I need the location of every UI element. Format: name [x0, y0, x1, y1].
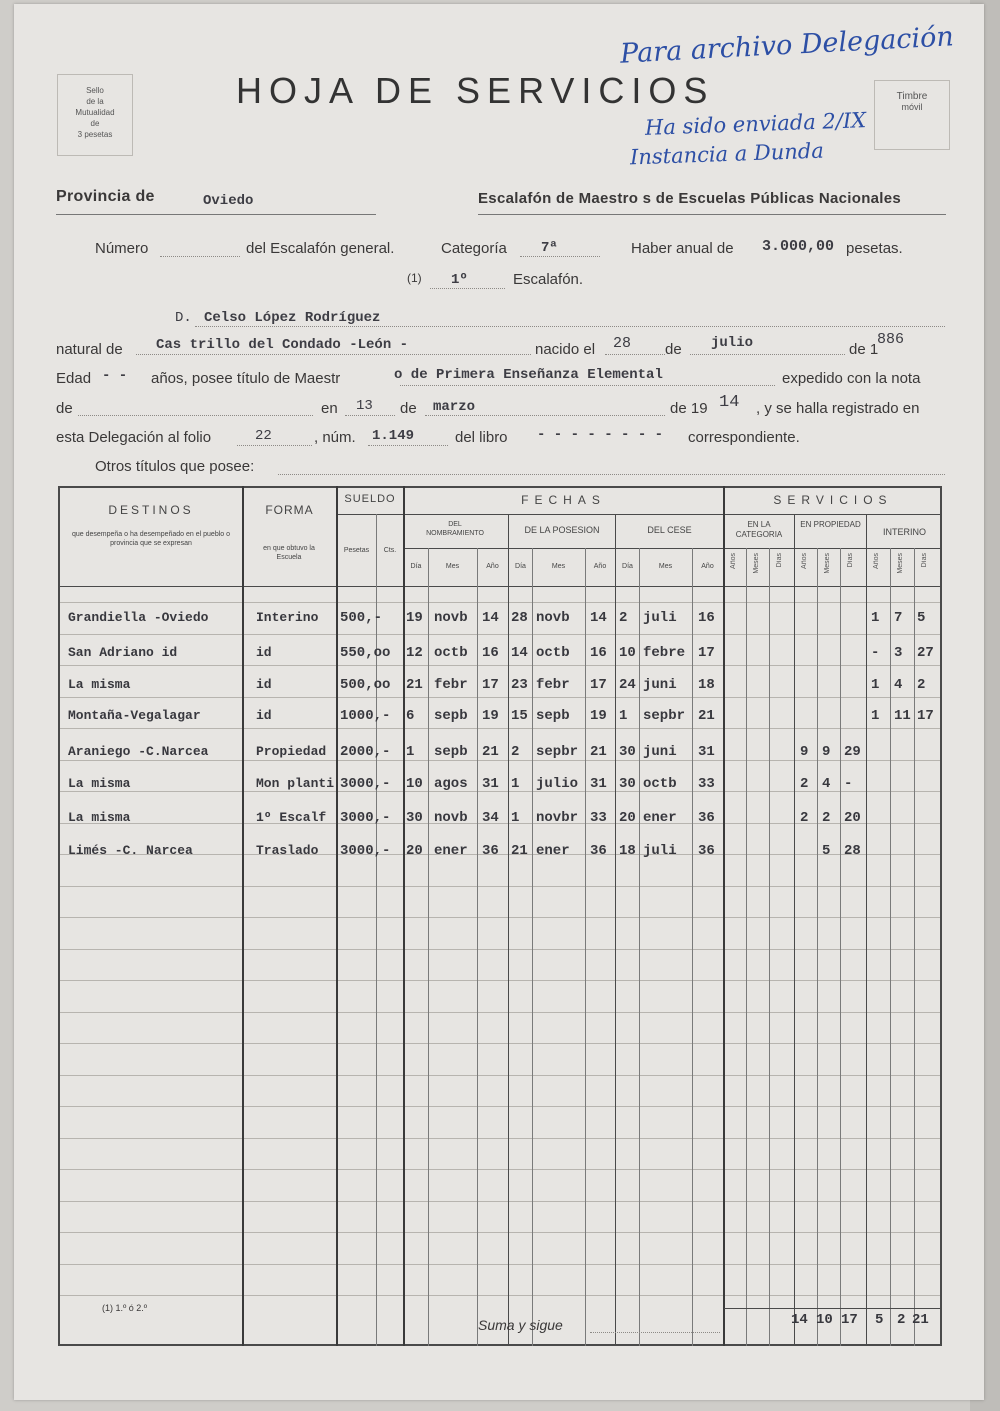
nacido-label: nacido el	[535, 341, 596, 358]
destino-cell: La misma	[68, 776, 131, 791]
forma-cell: Propiedad	[256, 744, 327, 759]
nombramiento-mes-cell: agos	[434, 776, 468, 792]
cese-anio-cell: 31	[698, 744, 715, 760]
col-line	[428, 548, 429, 1346]
nacido-dia: 28	[613, 335, 632, 352]
sueldo-cell: 2000,-	[340, 744, 391, 760]
posesion-dia-cell: 1	[511, 810, 520, 826]
col-line	[615, 514, 616, 1346]
posesion-mes-cell: julio	[536, 776, 579, 792]
edad-value: - -	[102, 368, 128, 384]
destinos-header: DESTINOS	[108, 503, 194, 517]
escalafon-label: Escalafón.	[513, 271, 584, 288]
stamp-text: de la	[86, 97, 104, 106]
num-rule	[368, 445, 448, 446]
sueldo-cell: 500,-	[340, 610, 383, 626]
interino-anios-cell: -	[871, 645, 880, 661]
nombre-value: Celso López Rodríguez	[204, 310, 381, 326]
suma-cat-anios: 14	[791, 1312, 808, 1328]
suma-pro-anios: 5	[875, 1312, 884, 1328]
de2-label: de	[56, 400, 73, 417]
posesion-dia-cell: 15	[511, 708, 528, 724]
haber-label: Haber anual de	[631, 240, 734, 257]
row-line	[60, 917, 940, 918]
nombramiento-anio-cell: 19	[482, 708, 499, 724]
row-line	[60, 1169, 940, 1170]
sueldo-cell: 3000,-	[340, 776, 391, 792]
num-value: 1.149	[372, 428, 415, 444]
col-line	[336, 486, 338, 1346]
posesion-mes-cell: novb	[536, 610, 570, 626]
posesion-mes-cell: novbr	[536, 810, 579, 826]
col-line	[692, 548, 693, 1346]
posesion-anio-cell: 16	[590, 645, 607, 661]
cese-header: DEL CESE	[647, 525, 692, 535]
stamp-text: móvil	[901, 102, 923, 112]
suma-top-line	[724, 1308, 940, 1309]
propiedad-dias-cell: 29	[844, 744, 861, 760]
destino-cell: La misma	[68, 677, 131, 692]
nacido-mes-rule	[690, 354, 845, 355]
col-line	[639, 548, 640, 1346]
exp-dia-rule	[345, 415, 395, 416]
forma-header: FORMA	[265, 503, 314, 517]
escalafon-rule	[430, 288, 505, 289]
col-line	[403, 486, 405, 1346]
col-line	[746, 548, 747, 1346]
propiedad-anios-cell: 2	[800, 776, 809, 792]
dia-subheader: Día	[410, 563, 422, 570]
col-line	[585, 548, 586, 1346]
nombramiento-mes-cell: novb	[434, 810, 468, 826]
de3-label: de	[400, 400, 417, 417]
header-bottom-line	[58, 586, 942, 587]
col-line	[840, 548, 841, 1346]
row-line	[60, 1295, 940, 1296]
interino-dias-cell: 27	[917, 645, 934, 661]
provincia-value: Oviedo	[203, 193, 254, 209]
posesion-header: DE LA POSESION	[524, 525, 600, 535]
exp-anio: 14	[719, 393, 740, 412]
num-label: , núm.	[314, 429, 356, 446]
row-line	[60, 980, 940, 981]
cese-mes-cell: juli	[643, 610, 677, 626]
folio-rule	[237, 445, 312, 446]
categoria-value: 7ª	[541, 240, 558, 256]
cese-mes-cell: febre	[643, 645, 686, 661]
col-line	[723, 486, 725, 1346]
exp-mes: marzo	[433, 399, 476, 415]
row-line	[60, 634, 940, 635]
sueldo-cell: 3000,-	[340, 843, 391, 859]
provincia-underline	[56, 214, 376, 215]
destino-cell: La misma	[68, 810, 131, 825]
cese-dia-cell: 2	[619, 610, 628, 626]
row-line	[60, 1012, 940, 1013]
posesion-anio-cell: 31	[590, 776, 607, 792]
sueldo-cell: 3000,-	[340, 810, 391, 826]
pesetas-label: pesetas.	[846, 240, 903, 257]
natural-value: Cas trillo del Condado -León -	[156, 337, 409, 353]
nombramiento-dia-cell: 20	[406, 843, 423, 859]
dias-vertical-subheader: Días	[847, 553, 854, 568]
registrado-label: , y se halla registrado en	[756, 400, 920, 417]
mes-subheader: Mes	[445, 563, 460, 570]
forma-subheader: en que obtuvo la Escuela	[263, 545, 315, 561]
nombramiento-mes-cell: febr	[434, 677, 468, 693]
de-label: de	[665, 341, 682, 358]
col-line	[477, 548, 478, 1346]
forma-cell: 1º Escalf	[256, 810, 327, 825]
posesion-mes-cell: sepbr	[536, 744, 579, 760]
natural-rule	[136, 354, 531, 355]
forma-cell: id	[256, 645, 272, 660]
posesion-dia-cell: 23	[511, 677, 528, 693]
nacido-anio: 886	[877, 331, 905, 348]
interino-meses-cell: 4	[894, 677, 903, 693]
interino-dias-cell: 17	[917, 708, 934, 724]
pesetas-header: Pesetas	[343, 547, 370, 554]
categoria-rule	[520, 256, 600, 257]
handwritten-note-instancia: Instancia a Dunda	[629, 138, 825, 170]
col-line	[890, 548, 891, 1346]
destino-cell: Limés -C. Narcea	[68, 843, 193, 858]
destino-cell: Grandiella -Oviedo	[68, 610, 209, 625]
exp-mes-rule	[425, 415, 665, 416]
header-mid-line	[336, 514, 942, 515]
interino-meses-cell: 3	[894, 645, 903, 661]
posesion-dia-cell: 21	[511, 843, 528, 859]
suma-cat-meses: 10	[816, 1312, 833, 1328]
posesion-mes-cell: ener	[536, 843, 570, 859]
dia-subheader: Día	[515, 563, 526, 570]
forma-cell: Interino	[256, 610, 319, 625]
suma-label: Suma y sigue	[478, 1317, 563, 1333]
dia-subheader: Día	[622, 563, 633, 570]
posesion-dia-cell: 2	[511, 744, 520, 760]
nombramiento-anio-cell: 34	[482, 810, 499, 826]
cese-anio-cell: 36	[698, 843, 715, 859]
mes-subheader: Mes	[658, 563, 673, 570]
col-line	[242, 486, 244, 1346]
anio-subheader: Año	[701, 563, 714, 570]
de19-label: de 19	[670, 400, 708, 417]
nacido-mes: julio	[711, 335, 754, 351]
posesion-anio-cell: 21	[590, 744, 607, 760]
propiedad-dias-cell: 20	[844, 810, 861, 826]
stamp-box-timbre	[874, 80, 950, 150]
posesion-anio-cell: 19	[590, 708, 607, 724]
cese-mes-cell: sepbr	[643, 708, 686, 724]
cese-dia-cell: 18	[619, 843, 636, 859]
nombramiento-mes-cell: ener	[434, 843, 468, 859]
forma-cell: id	[256, 677, 272, 692]
nombramiento-anio-cell: 36	[482, 843, 499, 859]
posesion-mes-cell: febr	[536, 677, 570, 693]
row-line	[60, 949, 940, 950]
stamp-text: de	[90, 119, 100, 128]
cese-dia-cell: 1	[619, 708, 628, 724]
interino-anios-cell: 1	[871, 610, 880, 626]
propiedad-anios-cell: 2	[800, 810, 809, 826]
col-line	[817, 548, 818, 1346]
libro-label: del libro	[455, 429, 508, 446]
propiedad-meses-cell: 5	[822, 843, 831, 859]
mes-subheader: Mes	[551, 563, 566, 570]
otros-rule	[278, 474, 945, 475]
cese-dia-cell: 24	[619, 677, 636, 693]
stamp-text: Mutualidad	[75, 108, 115, 117]
cts-header: Cts.	[383, 547, 397, 554]
nombramiento-anio-cell: 21	[482, 744, 499, 760]
correspondiente-label: correspondiente.	[688, 429, 800, 446]
row-line	[60, 665, 940, 666]
fechas-header: FECHAS	[521, 493, 606, 507]
row-line	[60, 1201, 940, 1202]
forma-cell: Mon planti	[256, 776, 335, 791]
row-line	[60, 728, 940, 729]
propiedad-col-header: EN PROPIEDAD	[800, 520, 861, 529]
cese-dia-cell: 10	[619, 645, 636, 661]
nombramiento-dia-cell: 6	[406, 708, 415, 724]
nota-rule	[78, 415, 313, 416]
cese-dia-cell: 30	[619, 776, 636, 792]
propiedad-meses-cell: 9	[822, 744, 831, 760]
nombramiento-dia-cell: 10	[406, 776, 423, 792]
propiedad-dias-cell: 28	[844, 843, 861, 859]
nombramiento-mes-cell: sepb	[434, 708, 468, 724]
nombramiento-anio-cell: 17	[482, 677, 499, 693]
row-line	[60, 1106, 940, 1107]
footnote: (1) 1.º ó 2.º	[102, 1303, 148, 1313]
interino-meses-cell: 11	[894, 708, 911, 724]
escalafon-value: 1º	[451, 272, 468, 288]
cese-mes-cell: juni	[643, 677, 677, 693]
cese-mes-cell: ener	[643, 810, 677, 826]
destino-cell: San Adriano id	[68, 645, 178, 660]
col-line	[794, 514, 795, 1346]
escalafon-general-label: del Escalafón general.	[246, 240, 395, 257]
meses-vertical-subheader: Meses	[824, 553, 831, 574]
servicios-header: SERVICIOS	[773, 493, 893, 507]
suma-pro-dias: 21	[912, 1312, 929, 1328]
interino-dias-cell: 2	[917, 677, 926, 693]
provincia-label: Provincia de	[56, 188, 155, 205]
sueldo-header: SUELDO	[344, 493, 396, 505]
destinos-subheader: que desempeña o ha desempeñado en el pueblo o provincia que se expresan	[71, 531, 231, 547]
natural-label: natural de	[56, 341, 123, 358]
cese-dia-cell: 30	[619, 744, 636, 760]
handwritten-note-enviada: Ha sido enviada 2/IX	[644, 108, 867, 140]
interino-anios-cell: 1	[871, 677, 880, 693]
col-line	[532, 548, 533, 1346]
suma-rule	[590, 1332, 720, 1333]
interino-anios-cell: 1	[871, 708, 880, 724]
destino-cell: Araniego -C.Narcea	[68, 744, 209, 759]
col-line	[376, 514, 377, 1346]
meses-vertical-subheader: Meses	[897, 553, 904, 574]
stamp-text: Sello	[86, 86, 104, 95]
titulo-rule	[400, 385, 775, 386]
nombramiento-dia-cell: 21	[406, 677, 423, 693]
propiedad-meses-cell: 2	[822, 810, 831, 826]
nombre-prefix: D.	[175, 310, 192, 326]
row-line	[60, 1232, 940, 1233]
anio-subheader: Año	[593, 563, 607, 570]
nombramiento-header: DEL NOMBRAMIENTO	[426, 521, 484, 537]
nombramiento-anio-cell: 14	[482, 610, 499, 626]
cese-anio-cell: 18	[698, 677, 715, 693]
row-line	[60, 886, 940, 887]
expedido-label: expedido con la nota	[782, 370, 921, 387]
cese-anio-cell: 33	[698, 776, 715, 792]
nombramiento-dia-cell: 12	[406, 645, 423, 661]
nombramiento-anio-cell: 16	[482, 645, 499, 661]
cese-mes-cell: juli	[643, 843, 677, 859]
propiedad-meses-cell: 4	[822, 776, 831, 792]
categoria-label: Categoría	[441, 240, 507, 257]
handwritten-note-archivo: Para archivo Delegación	[619, 21, 955, 70]
nota-ref: (1)	[407, 271, 422, 285]
anios-vertical-subheader: Años	[730, 553, 737, 569]
sueldo-cell: 1000,-	[340, 708, 391, 724]
dias-vertical-subheader: Días	[776, 553, 783, 568]
forma-cell: Traslado	[256, 843, 319, 858]
page-title: HOJA DE SERVICIOS	[236, 70, 715, 111]
cese-dia-cell: 20	[619, 810, 636, 826]
anios-vertical-subheader: Años	[801, 553, 808, 569]
row-line	[60, 602, 940, 603]
cese-anio-cell: 16	[698, 610, 715, 626]
haber-value: 3.000,00	[762, 238, 835, 255]
forma-cell: id	[256, 708, 272, 723]
posesion-anio-cell: 17	[590, 677, 607, 693]
row-line	[60, 1264, 940, 1265]
numero-label: Número	[95, 240, 149, 257]
numero-rule	[160, 256, 240, 257]
posesion-anio-cell: 14	[590, 610, 607, 626]
folio-value: 22	[255, 428, 272, 444]
col-line	[914, 548, 915, 1346]
nombramiento-dia-cell: 19	[406, 610, 423, 626]
suma-cat-dias: 17	[841, 1312, 858, 1328]
posesion-dia-cell: 28	[511, 610, 528, 626]
otros-label: Otros títulos que posee:	[95, 458, 255, 475]
anios-label: años, posee título de Maestr	[151, 370, 341, 387]
interino-col-header: INTERINO	[882, 527, 926, 537]
col-line	[508, 514, 509, 1346]
cese-anio-cell: 21	[698, 708, 715, 724]
anio-subheader: Año	[486, 563, 499, 570]
header-sub-line	[403, 548, 942, 549]
row-line	[60, 1138, 940, 1139]
sueldo-cell: 500,oo	[340, 677, 391, 693]
nombre-rule	[195, 326, 945, 327]
interino-dias-cell: 5	[917, 610, 926, 626]
dias-vertical-subheader: Días	[921, 553, 928, 568]
posesion-dia-cell: 14	[511, 645, 528, 661]
nombramiento-dia-cell: 1	[406, 744, 415, 760]
posesion-mes-cell: sepb	[536, 708, 570, 724]
cese-anio-cell: 36	[698, 810, 715, 826]
row-line	[60, 697, 940, 698]
col-line	[866, 514, 867, 1346]
escalafon-underline	[478, 214, 946, 215]
en-label: en	[321, 400, 338, 417]
nacido-dia-rule	[605, 354, 665, 355]
interino-meses-cell: 7	[894, 610, 903, 626]
cese-anio-cell: 17	[698, 645, 715, 661]
propiedad-dias-cell: -	[844, 776, 853, 792]
posesion-anio-cell: 36	[590, 843, 607, 859]
nombramiento-mes-cell: novb	[434, 610, 468, 626]
nombramiento-mes-cell: octb	[434, 645, 468, 661]
categoria-col-header: EN LA CATEGORIA	[735, 520, 783, 539]
stamp-text: Timbre	[896, 91, 928, 102]
meses-vertical-subheader: Meses	[753, 553, 760, 574]
delegacion-label: esta Delegación al folio	[56, 429, 212, 446]
row-line	[60, 1043, 940, 1044]
anios-vertical-subheader: Años	[873, 553, 880, 569]
titulo-value: o de Primera Enseñanza Elemental	[394, 367, 663, 383]
stamp-box-mutualidad	[57, 74, 133, 156]
destino-cell: Montaña-Vegalagar	[68, 708, 201, 723]
nombramiento-mes-cell: sepb	[434, 744, 468, 760]
stamp-text: 3 pesetas	[77, 130, 113, 139]
suma-pro-meses: 2	[897, 1312, 906, 1328]
col-line	[769, 548, 770, 1346]
propiedad-anios-cell: 9	[800, 744, 809, 760]
de-anio-label: de 1	[849, 341, 879, 358]
row-line	[60, 1075, 940, 1076]
exp-dia: 13	[356, 398, 373, 414]
posesion-mes-cell: octb	[536, 645, 570, 661]
posesion-anio-cell: 33	[590, 810, 607, 826]
cese-mes-cell: octb	[643, 776, 677, 792]
escalafon-header: Escalafón de Maestro s de Escuelas Públicas Nacionales	[478, 190, 902, 207]
sueldo-cell: 550,oo	[340, 645, 391, 661]
nombramiento-anio-cell: 31	[482, 776, 499, 792]
nombramiento-dia-cell: 30	[406, 810, 423, 826]
edad-label: Edad	[56, 370, 92, 387]
posesion-dia-cell: 1	[511, 776, 520, 792]
libro-value: - - - - - - - -	[537, 427, 664, 443]
cese-mes-cell: juni	[643, 744, 677, 760]
